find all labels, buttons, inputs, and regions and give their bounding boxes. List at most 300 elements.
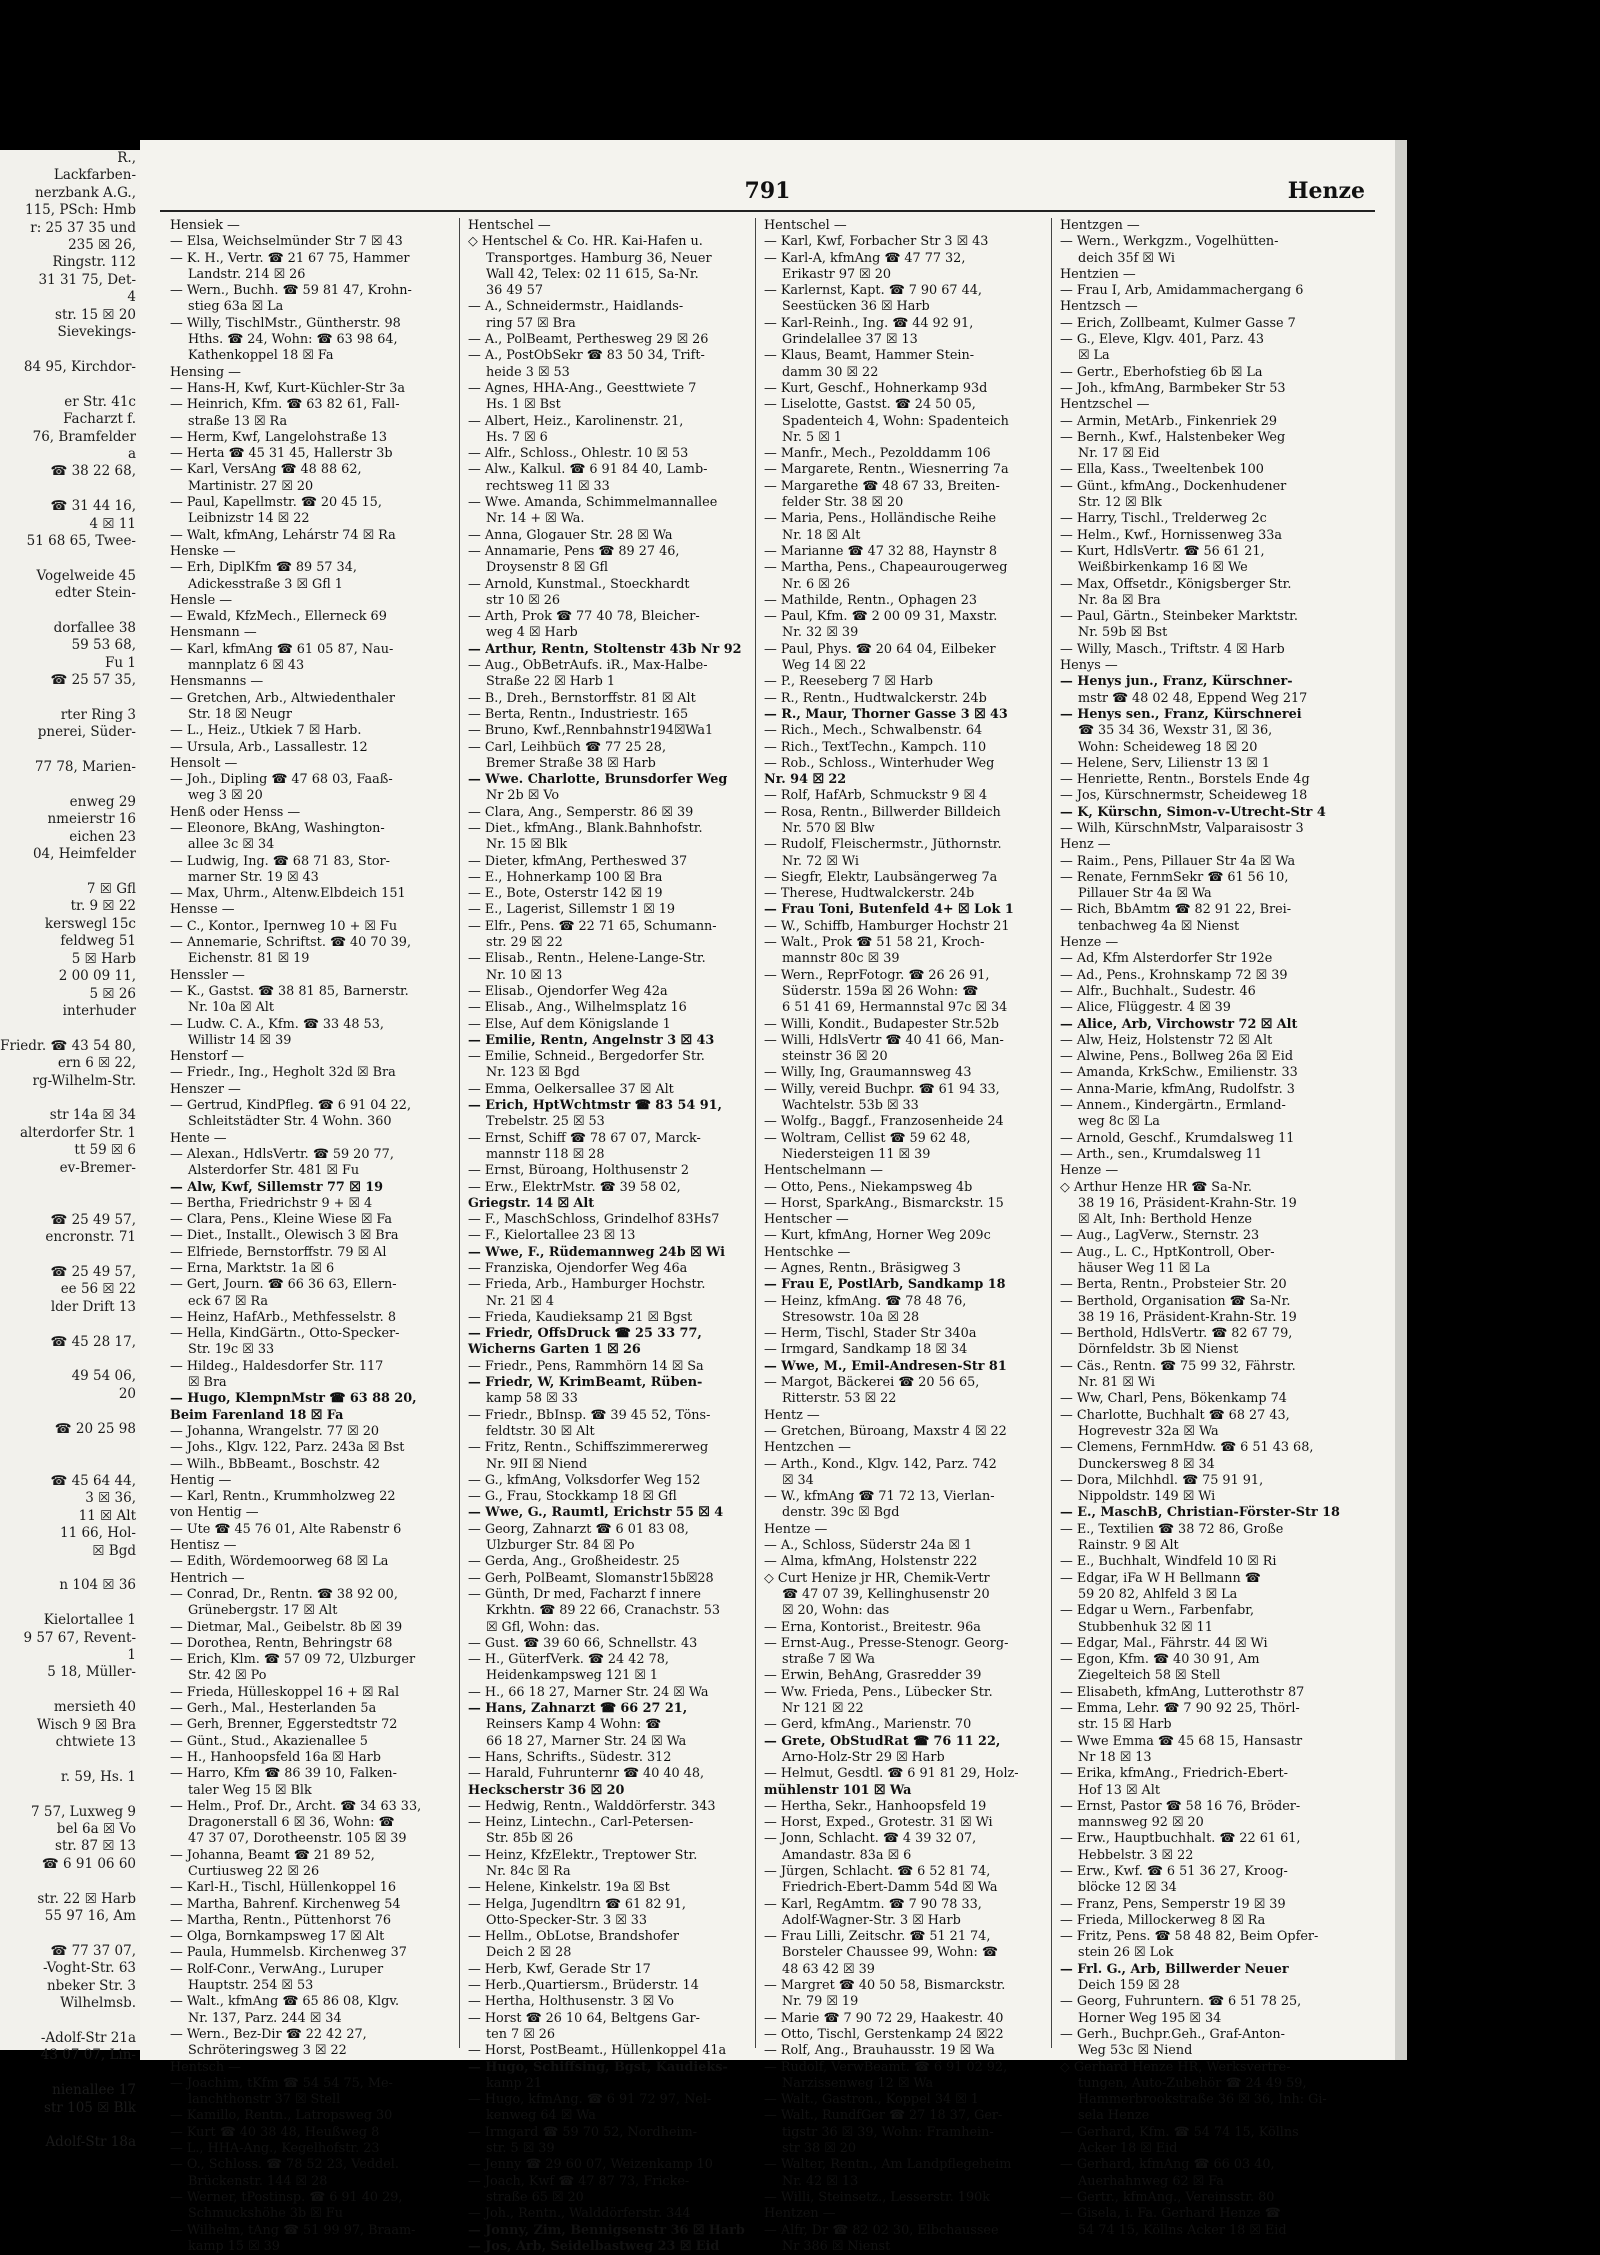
directory-entry: ☒ Alt, Inh: Berthold Henze: [1078, 1212, 1252, 1228]
directory-entry: Hs. 7 ☒ 6: [486, 429, 548, 445]
directory-entry: Hammerbrookstraße 36 ☒ 36, Inh: Gi-: [1078, 2092, 1327, 2108]
directory-entry: — Conrad, Dr., Rentn. ☎ 38 92 00,: [170, 1586, 398, 1602]
directory-entry: — Heinz, HafArb., Methfesselstr. 8: [170, 1309, 396, 1325]
directory-entry: — Alfr., Buchhalt., Sudestr. 46: [1060, 983, 1256, 999]
directory-entry: Nr. 14 + ☒ Wa.: [486, 511, 585, 527]
directory-entry: — Dieter, kfmAng, Pertheswed 37: [468, 853, 688, 869]
directory-entry: Krkhtn. ☎ 89 22 66, Cranachstr. 53: [486, 1603, 720, 1619]
adjacent-page-line: Sievekings-: [57, 324, 136, 341]
directory-entry: — Margarethe ☎ 48 67 33, Breiten-: [764, 478, 1000, 494]
adjacent-page-line: kerswegl 15c: [44, 915, 136, 932]
directory-entry: — Karl, Rentn., Krummholzweg 22: [170, 1489, 396, 1505]
directory-entry: — Maria, Pens., Holländische Reihe: [764, 511, 997, 527]
adjacent-page-line: [0, 341, 140, 358]
adjacent-page-line: 3 ☒ 36,: [85, 1490, 136, 1507]
directory-entry: Horner Weg 195 ☒ 34: [1078, 2010, 1222, 2026]
directory-entry: — Anna, Glogauer Str. 28 ☒ Wa: [468, 527, 673, 543]
adjacent-page-line: [0, 2012, 140, 2029]
directory-entry: Martinistr. 27 ☒ 20: [188, 478, 314, 494]
directory-entry: — Frieda, Hülleskoppel 16 + ☒ Ral: [170, 1684, 400, 1700]
adjacent-page-line: interhuder: [62, 1002, 136, 1019]
directory-entry: — Olga, Bornkampsweg 17 ☒ Alt: [170, 1929, 385, 1945]
directory-entry: — Heinz, Lintechn., Carl-Petersen-: [468, 1815, 694, 1831]
directory-entry: — Alma, kfmAng, Holstenstr 222: [764, 1554, 978, 1570]
directory-entry: — Horst, Exped., Grotestr. 31 ☒ Wi: [764, 1815, 993, 1831]
directory-entry: Nr 121 ☒ 22: [782, 1701, 864, 1717]
adjacent-page-line: rter Ring 3: [60, 707, 136, 723]
directory-entry: — Edgar, iFa W H Bellmann ☎: [1060, 1570, 1261, 1586]
column-divider: [1051, 218, 1052, 2048]
adjacent-page-line: [0, 376, 140, 393]
directory-entry: — Hans, Zahnarzt ☎ 66 27 21,: [468, 1701, 688, 1717]
directory-entry: — Marianne ☎ 47 32 88, Haynstr 8: [764, 543, 997, 559]
directory-entry: — Ewald, KfzMech., Ellerneck 69: [170, 609, 387, 625]
directory-entry: — Elfr., Pens. ☎ 22 71 65, Schumann-: [468, 918, 717, 934]
adjacent-page-line: [0, 1194, 140, 1211]
directory-entry: — Bruno, Kwf.,Rennbahnstr194☒Wa1: [468, 723, 714, 739]
directory-entry: — Wern., Buchh. ☎ 59 81 47, Krohn-: [170, 283, 412, 299]
adjacent-page-line: str 105 ☒ Blk: [44, 2099, 136, 2116]
column-divider: [755, 218, 756, 2048]
directory-entry: stein 26 ☒ Lok: [1078, 1945, 1174, 1961]
directory-entry: — Elisabeth, kfmAng, Lutterothstr 87: [1060, 1684, 1305, 1700]
directory-entry: Friedrich-Ebert-Damm 54d ☒ Wa: [782, 1880, 998, 1896]
directory-entry: Hauptstr. 254 ☒ 53: [188, 1978, 314, 1994]
adjacent-page-line: ☎ 20 25 98: [54, 1420, 136, 1437]
surname-heading: Hentzsch —: [1060, 299, 1138, 315]
directory-entry: — Edgar u Wern., Farbenfabr,: [1060, 1603, 1255, 1619]
adjacent-page-line: [0, 603, 140, 620]
directory-entry: — Horst, SparkAng., Bismarckstr. 15: [764, 1195, 1004, 1211]
directory-entry: — Martha, Pens., Chapeaurougerweg: [764, 560, 1008, 576]
directory-entry: — Marie ☎ 7 90 72 29, Haakestr. 40: [764, 2010, 1004, 2026]
directory-entry: Nr. 18 ☒ Alt: [782, 527, 861, 543]
adjacent-page-line: 5 ☒ 26: [89, 985, 136, 1002]
directory-entry: — Gerhard, Kfm. ☎ 54 74 15, Köllns: [1060, 2124, 1299, 2140]
adjacent-page-line: [0, 1595, 140, 1612]
directory-entry: — Helga, Jugendltrn ☎ 61 82 91,: [468, 1896, 686, 1912]
adjacent-page-line: ☎ 77 37 07,: [50, 1942, 136, 1959]
directory-entry: — Ursula, Arb., Lassallestr. 12: [170, 739, 368, 755]
adjacent-page-line: ☎ 31 44 16,: [50, 498, 136, 515]
directory-entry: — Erich, Zollbeamt, Kulmer Gasse 7: [1060, 315, 1296, 331]
directory-entry: — L., HHA-Ang., Kegelhofstr. 23: [170, 2141, 380, 2157]
directory-entry: Nr. 32 ☒ 39: [782, 625, 859, 641]
adjacent-page-line: [0, 1090, 140, 1107]
directory-entry: Hebbelstr. 3 ☒ 22: [1078, 1847, 1194, 1863]
directory-entry: — Joh., Dipling ☎ 47 68 03, Faaß-: [170, 772, 393, 788]
directory-entry: ☒ La: [1078, 348, 1110, 364]
directory-entry: feldtstr. 30 ☒ Alt: [486, 1423, 595, 1439]
adjacent-page-line: [0, 1247, 140, 1264]
adjacent-page-line: dorfallee 38: [53, 619, 136, 636]
directory-entry: — Johanna, Wrangelstr. 77 ☒ 20: [170, 1423, 379, 1439]
directory-entry: — Margret ☎ 40 50 58, Bismarckstr.: [764, 1978, 1006, 1994]
directory-entry: — Erich, HptWchtmstr ☎ 83 54 91,: [468, 1098, 722, 1114]
directory-entry: weg 4 ☒ Harb: [486, 625, 578, 641]
directory-entry: — Jonn, Schlacht. ☎ 4 39 32 07,: [764, 1831, 977, 1847]
directory-entry: Droysenstr 8 ☒ Gfl: [486, 560, 609, 576]
directory-entry: — Karl-H., Tischl, Hüllenkoppel 16: [170, 1880, 397, 1896]
directory-entry: — Gerda, Ang., Großheidestr. 25: [468, 1554, 680, 1570]
directory-entry: — Rich, BbAmtm ☎ 82 91 22, Brei-: [1060, 902, 1292, 918]
directory-entry: — Mathilde, Rentn., Ophagen 23: [764, 592, 978, 608]
directory-entry: — Jenny ☎ 29 60 07, Weizenkamp 10: [468, 2157, 713, 2173]
directory-entry: — Gerhard, kfmAng ☎ 66 03 40,: [1060, 2157, 1275, 2173]
adjacent-page-line: R.,: [117, 150, 136, 166]
directory-entry: ☎ 35 34 36, Wexstr 31, ☒ 36,: [1078, 723, 1273, 739]
directory-entry: — Aug., ObBetrAufs. iR., Max-Halbe-: [468, 658, 708, 674]
directory-entry: — Albert, Heiz., Karolinenstr. 21,: [468, 413, 684, 429]
adjacent-page-line: [0, 777, 140, 794]
directory-entry: — H., GüterfVerk. ☎ 24 42 78,: [468, 1652, 669, 1668]
adjacent-page-line: nmeierstr 16: [47, 811, 136, 828]
directory-entry: — Joach, Kwf ☎ 47 87 73, Fricke-: [468, 2173, 690, 2189]
directory-entry: Str. 12 ☒ Blk: [1078, 495, 1162, 511]
directory-entry: — Wwe. Amanda, Schimmelmannallee: [468, 495, 718, 511]
surname-heading: von Hentig —: [170, 1505, 259, 1521]
directory-entry: — Günt., kfmAng., Dockenhudener: [1060, 478, 1287, 494]
directory-entry: — Therese, Hudtwalckerstr. 24b: [764, 886, 975, 902]
directory-entry: Pillauer Str 4a ☒ Wa: [1078, 886, 1212, 902]
directory-entry: — Gisela, i. Fa. Gerhard Henze ☎: [1060, 2206, 1281, 2222]
directory-entry: — Rolf-Conr., VerwAng., Luruper: [170, 1961, 384, 1977]
directory-entry: — B., Dreh., Bernstorffstr. 81 ☒ Alt: [468, 690, 696, 706]
directory-entry: — Harry, Tischl., Trelderweg 2c: [1060, 511, 1267, 527]
directory-entry: — Jos, Arb, Seidelbastweg 23 ☒ Eid: [468, 2238, 720, 2254]
directory-entry: — Gertrud, KindPfleg. ☎ 6 91 04 22,: [170, 1098, 412, 1114]
directory-entry: — Emma, Oelkersallee 37 ☒ Alt: [468, 1081, 674, 1097]
directory-entry: ☒ Gfl, Wohn: das.: [486, 1619, 600, 1635]
surname-heading: Henstorf —: [170, 1049, 245, 1065]
directory-entry: mannsweg 92 ☒ 20: [1078, 1815, 1204, 1831]
directory-entry: — Arth., Kond., Klgv. 142, Parz. 742: [764, 1456, 997, 1472]
directory-entry: mstr ☎ 48 02 48, Eppend Weg 217: [1078, 690, 1308, 706]
directory-entry: — Diet., Installt., Olewisch 3 ☒ Bra: [170, 1228, 399, 1244]
column-4: [1060, 218, 1340, 2238]
directory-entry: — G., kfmAng, Volksdorfer Weg 152: [468, 1472, 701, 1488]
adjacent-page-line: 43 07 07, Lin-: [40, 2047, 136, 2064]
adjacent-page-line: [0, 1316, 140, 1333]
directory-entry: — Annemarie, Schriftst. ☎ 40 70 39,: [170, 935, 412, 951]
column-2: [468, 218, 746, 2254]
directory-entry: — Heinrich, Kfm. ☎ 63 82 61, Fall-: [170, 397, 400, 413]
surname-heading: Hente —: [170, 1130, 227, 1146]
directory-entry: — Siegfr, Elektr, Laubsängerweg 7a: [764, 869, 998, 885]
directory-entry: — Rob., Schloss., Winterhuder Weg: [764, 755, 995, 771]
directory-entry: Nr 18 ☒ 13: [1078, 1749, 1152, 1765]
directory-entry: Nr. 79 ☒ 19: [782, 1994, 859, 2010]
directory-entry: Hogrevestr 32a ☒ Wa: [1078, 1423, 1219, 1439]
directory-entry: — Gerh., Mal., Hesterlanden 5a: [170, 1701, 377, 1717]
directory-entry: Schmuckshöhe 3b ☒ Fu: [188, 2206, 343, 2222]
directory-entry: — Alwine, Pens., Bollweg 26a ☒ Eid: [1060, 1049, 1294, 1065]
directory-entry: — E., Lagerist, Sillemstr 1 ☒ 19: [468, 902, 676, 918]
directory-entry: — Erich, Klm. ☎ 57 09 72, Ulzburger: [170, 1652, 416, 1668]
directory-entry: ten 7 ☒ 26: [486, 2026, 556, 2042]
directory-entry: — A., Schneidermstr., Haidlands-: [468, 299, 684, 315]
directory-entry: str 10 ☒ 26: [486, 592, 561, 608]
directory-entry: — Irmgard, Sandkamp 18 ☒ 34: [764, 1342, 968, 1358]
directory-entry: — Rosa, Rentn., Billwerder Billdeich: [764, 804, 1001, 820]
surname-heading: Hentschelmann —: [764, 1163, 883, 1179]
adjacent-page-line: ☎ 25 49 57,: [50, 1211, 136, 1228]
directory-entry: — Else, Auf dem Königslande 1: [468, 1016, 671, 1032]
adjacent-page-line: 20: [118, 1385, 136, 1402]
directory-entry: — Amanda, KrkSchw., Emilienstr. 33: [1060, 1065, 1298, 1081]
directory-entry: — Wwe Emma ☎ 45 68 15, Hansastr: [1060, 1733, 1303, 1749]
directory-entry: — Horst ☎ 26 10 64, Beltgens Gar-: [468, 2010, 700, 2026]
directory-entry: kamp 21: [486, 2075, 543, 2091]
directory-entry: — Emilie, Schneid., Bergedorfer Str.: [468, 1049, 705, 1065]
adjacent-page-line: bel 6a ☒ Vo: [56, 1821, 136, 1837]
directory-entry: Nr. 5 ☒ 1: [782, 429, 842, 445]
directory-entry: Narzissenweg 12 ☒ Wa: [782, 2075, 934, 2091]
directory-entry: — Klaus, Beamt, Hammer Stein-: [764, 348, 975, 364]
directory-entry: — Rudolf, Fleischermstr., Jüthornstr.: [764, 837, 1002, 853]
adjacent-page-line: er Str. 41c: [64, 393, 136, 410]
directory-entry: Nr. 21 ☒ 4: [486, 1293, 555, 1309]
directory-entry: — Franziska, Ojendorfer Weg 46a: [468, 1261, 688, 1276]
directory-entry: — A., Schloss, Süderstr 24a ☒ 1: [764, 1538, 972, 1554]
directory-entry: — Rich., Mech., Schwalbenstr. 64: [764, 723, 983, 739]
directory-entry: — Raim., Pens, Pillauer Str 4a ☒ Wa: [1060, 853, 1296, 869]
adjacent-page-line: str. 22 ☒ Harb: [37, 1890, 136, 1907]
directory-entry: — R., Rentn., Hudtwalckerstr. 24b: [764, 690, 987, 706]
directory-entry: — Gerh., Buchpr.Geh., Graf-Anton-: [1060, 2026, 1285, 2042]
directory-entry: Auerhahnweg 62 ☒ Fa: [1078, 2173, 1224, 2189]
directory-entry: — Renate, FernmSekr ☎ 61 56 10,: [1060, 869, 1289, 885]
adjacent-page-line: a: [127, 445, 136, 462]
adjacent-page-line: [0, 550, 140, 567]
directory-entry: — Annem., Kindergärtn., Ermland-: [1060, 1098, 1286, 1114]
directory-entry: — Ludw. C. A., Kfm. ☎ 33 48 53,: [170, 1016, 384, 1032]
directory-entry: — Gretchen, Büroang, Maxstr 4 ☒ 22: [764, 1423, 1007, 1439]
directory-entry: Weg 14 ☒ 22: [782, 658, 867, 674]
directory-entry: — Karlernst, Kapt. ☎ 7 90 67 44,: [764, 283, 982, 299]
directory-entry: — Berta, Rentn., Probsteier Str. 20: [1060, 1277, 1287, 1293]
surname-heading: Hensle —: [170, 592, 233, 608]
directory-entry: — Willy, Ing, Graumannsweg 43: [764, 1065, 972, 1081]
directory-entry: — Frl. G., Arb, Billwerder Neuer: [1060, 1961, 1289, 1977]
directory-entry: str. 15 ☒ Harb: [1078, 1717, 1172, 1733]
directory-entry: — Ernst, Schiff ☎ 78 67 07, Marck-: [468, 1130, 701, 1146]
surname-heading: Hensmann —: [170, 625, 257, 641]
directory-entry: — Wern., Werkgzm., Vogelhütten-: [1060, 234, 1279, 250]
directory-entry: — Agnes, Rentn., Bräsigweg 3: [764, 1261, 961, 1276]
adjacent-page-line: Wisch 9 ☒ Bra: [36, 1716, 136, 1733]
directory-entry: — Berta, Rentn., Industriestr. 165: [468, 706, 689, 722]
directory-entry: — W., kfmAng ☎ 71 72 13, Vierlan-: [764, 1489, 995, 1505]
directory-entry: — Cäs., Rentn. ☎ 75 99 32, Fährstr.: [1060, 1358, 1296, 1374]
directory-entry: Ritterstr. 53 ☒ 22: [782, 1391, 897, 1407]
adjacent-page-line: 4: [127, 289, 136, 306]
directory-entry: Nr. 17 ☒ Eid: [1078, 446, 1160, 462]
directory-entry: — Martha, Rentn., Püttenhorst 76: [170, 1912, 391, 1928]
directory-entry: — Wilh., BbBeamt., Boschstr. 42: [170, 1456, 381, 1472]
directory-entry: — Paul, Phys. ☎ 20 64 04, Eilbeker: [764, 641, 996, 657]
directory-entry: — Herta ☎ 45 31 45, Hallerstr 3b: [170, 446, 393, 462]
directory-entry: — Paul, Kapellmstr. ☎ 20 45 15,: [170, 495, 382, 511]
directory-entry: — Georg, Fuhruntern. ☎ 6 51 78 25,: [1060, 1994, 1302, 2010]
directory-entry: — L., Heiz., Utkiek 7 ☒ Harb.: [170, 723, 362, 739]
adjacent-page-line: Kielortallee 1: [43, 1612, 136, 1629]
directory-entry: Rainstr. 9 ☒ Alt: [1078, 1538, 1179, 1554]
directory-entry: Niedersteigen 11 ☒ 39: [782, 1146, 931, 1162]
directory-entry: — Herm, Tischl, Stader Str 340a: [764, 1326, 977, 1342]
adjacent-page-line: [0, 1351, 140, 1368]
page-number: 791: [744, 178, 791, 204]
directory-entry: 47 37 07, Dorotheenstr. 105 ☒ 39: [188, 1831, 407, 1847]
directory-entry: — Wern., ReprFotogr. ☎ 26 26 91,: [764, 967, 990, 983]
directory-entry: — Gerd, kfmAng., Marienstr. 70: [764, 1717, 972, 1733]
directory-entry: — Max, Offsetdr., Königsberger Str.: [1060, 576, 1292, 592]
directory-entry: — Fritz, Pens. ☎ 58 48 82, Beim Opfer-: [1060, 1929, 1319, 1945]
adjacent-page-line: 5 18, Müller-: [47, 1664, 136, 1681]
directory-entry: — H., Hanhoopsfeld 16a ☒ Harb: [170, 1749, 381, 1765]
adjacent-page-line: [0, 1177, 140, 1194]
directory-entry: — Elisab., Ojendorfer Weg 42a: [468, 983, 668, 999]
adjacent-page-line: ☒ Bgd: [92, 1542, 136, 1559]
directory-entry: — O., Schloss. ☎ 78 52 23, Veddel.: [170, 2157, 399, 2173]
directory-entry: — Alfr, Dr ☎ 82 02 30, Elbchaussee: [764, 2222, 999, 2238]
directory-entry: — Bertha, Friedrichstr 9 + ☒ 4: [170, 1195, 373, 1211]
adjacent-page-line: [0, 1560, 140, 1577]
directory-entry: — Ww. Frieda, Pens., Lübecker Str.: [764, 1684, 993, 1700]
directory-entry: Nr. 10a ☒ Alt: [188, 1000, 275, 1016]
directory-entry: — Hertha, Sekr., Hanhoopsfeld 19: [764, 1798, 987, 1814]
directory-entry: — Kurt ☎ 40 38 48, Heußweg 8: [170, 2124, 380, 2140]
directory-entry: — Alw, Kwf, Sillemstr 77 ☒ 19: [170, 1179, 384, 1195]
directory-entry: — A., PostObSekr ☎ 83 50 34, Trift-: [468, 348, 705, 364]
directory-entry: — Wilh, KürschnMstr, Valparaisostr 3: [1060, 820, 1304, 836]
directory-entry: — Elsa, Weichselmünder Str 7 ☒ 43: [170, 234, 403, 250]
directory-entry: — Alice, Flüggestr. 4 ☒ 39: [1060, 1000, 1231, 1016]
directory-entry: — Rolf, Ang., Brauhausstr. 19 ☒ Wa: [764, 2043, 995, 2059]
adjacent-page-line: str. 15 ☒ 20: [55, 306, 136, 323]
directory-entry: — Otto, Pens., Niekampsweg 4b: [764, 1179, 973, 1195]
directory-entry: — Wilhelm, tAng ☎ 51 99 97, Braam-: [170, 2222, 416, 2238]
directory-entry: mannstr 80c ☒ 39: [782, 951, 900, 967]
directory-entry: Wicherns Garten 1 ☒ 26: [468, 1342, 641, 1358]
surname-heading: Henß oder Henss —: [170, 804, 301, 820]
directory-entry: Hths. ☎ 24, Wohn: ☎ 63 98 64,: [188, 332, 398, 348]
directory-entry: — K, Kürschn, Simon-v-Utrecht-Str 4: [1060, 804, 1326, 820]
directory-entry: — Frau E, PostlArb, Sandkamp 18: [764, 1277, 1006, 1293]
directory-entry: — Emilie, Rentn, Angelnstr 3 ☒ 43: [468, 1032, 715, 1048]
directory-entry: Deich 159 ☒ 28: [1078, 1978, 1180, 1994]
directory-entry: — Erw., Hauptbuchhalt. ☎ 22 61 61,: [1060, 1831, 1301, 1847]
adjacent-page-line: nerzbank A.G.,: [34, 184, 136, 201]
directory-entry: — Agnes, HHA-Ang., Geesttwiete 7: [468, 380, 697, 396]
directory-entry: Nr. 59b ☒ Bst: [1078, 625, 1168, 641]
directory-entry: — Friedr., Pens, Rammhörn 14 ☒ Sa: [468, 1358, 704, 1374]
directory-entry: — Diet., kfmAng., Blank.Bahnhofstr.: [468, 820, 703, 836]
page-edge: [1395, 140, 1407, 2060]
directory-entry: — Emma, Lehr. ☎ 7 90 92 25, Thörl-: [1060, 1701, 1300, 1717]
adjacent-page-line: Fu 1: [105, 654, 136, 671]
directory-entry: — Fritz, Rentn., Schiffszimmererweg: [468, 1440, 709, 1456]
directory-entry: — Liselotte, Gastst. ☎ 24 50 05,: [764, 397, 976, 413]
surname-heading: Hensiek —: [170, 218, 240, 233]
directory-entry: — Ludwig, Ing. ☎ 68 71 83, Stor-: [170, 853, 390, 869]
directory-entry: heide 3 ☒ 53: [486, 364, 570, 380]
directory-entry: — Elfriede, Bernstorffstr. 79 ☒ Al: [170, 1244, 387, 1260]
directory-entry: — Harro, Kfm ☎ 86 39 10, Falken-: [170, 1766, 397, 1782]
directory-entry: Nr. 94 ☒ 22: [764, 772, 847, 788]
adjacent-page-line: rg-Wilhelm-Str.: [32, 1072, 136, 1089]
directory-entry: Süderstr. 159a ☒ 26 Wohn: ☎: [782, 983, 979, 999]
directory-entry: — F., MaschSchloss, Grindelhof 83Hs7: [468, 1212, 720, 1228]
directory-entry: — E., Textilien ☎ 38 72 86, Große: [1060, 1521, 1284, 1537]
directory-entry: — Grete, ObStudRat ☎ 76 11 22,: [764, 1733, 1001, 1749]
directory-entry: Landstr. 214 ☒ 26: [188, 266, 306, 282]
directory-entry: — Arnold, Kunstmal., Stoeckhardt: [468, 576, 690, 592]
surname-heading: Hentzchen —: [764, 1440, 851, 1456]
adjacent-page-line: 51 68 65, Twee-: [26, 532, 136, 549]
directory-entry: blöcke 12 ☒ 34: [1078, 1880, 1177, 1896]
directory-entry: Stresowstr. 10a ☒ 28: [782, 1309, 920, 1325]
directory-entry: — K., Gastst. ☎ 38 81 85, Barnerstr.: [170, 983, 409, 999]
adjacent-page-line: [0, 2117, 140, 2134]
directory-entry: Curtiusweg 22 ☒ 26: [188, 1863, 320, 1879]
directory-entry: — Frieda, Kaudieksamp 21 ☒ Bgst: [468, 1309, 693, 1325]
directory-entry: — Erna, Kontorist., Breitestr. 96a: [764, 1619, 981, 1635]
directory-entry: Nr. 72 ☒ Wi: [782, 853, 859, 869]
surname-heading: Hentzien —: [1060, 266, 1136, 282]
directory-entry: Dörnfeldstr. 3b ☒ Nienst: [1078, 1342, 1239, 1358]
directory-entry: — Werner, tPostinsp. ☎ 6 91 40 29,: [170, 2189, 403, 2205]
directory-entry: Str. 85b ☒ 26: [486, 1831, 574, 1847]
adjacent-page-line: [0, 1682, 140, 1699]
directory-entry: — Friedr, OffsDruck ☎ 25 33 77,: [468, 1326, 702, 1342]
directory-entry: straße 65 ☒ 20: [486, 2189, 584, 2205]
directory-entry: — Alw., Kalkul. ☎ 6 91 84 40, Lamb-: [468, 462, 708, 478]
surname-heading: Henys —: [1060, 658, 1118, 674]
directory-entry: — Ernst, Büroang, Holthusenstr 2: [468, 1163, 690, 1179]
directory-entry: — Kamillo, Rentn., Latropsweg 30: [170, 2108, 393, 2124]
directory-entry: Nr. 9II ☒ Niend: [486, 1456, 588, 1472]
directory-entry: steinstr 36 ☒ 20: [782, 1049, 888, 1065]
adjacent-page-line: encronstr. 71: [45, 1229, 136, 1246]
directory-entry: stieg 63a ☒ La: [188, 299, 284, 315]
directory-entry: Hs. 1 ☒ Bst: [486, 397, 561, 413]
directory-entry: — Berthold, Organisation ☎ Sa-Nr.: [1060, 1293, 1291, 1309]
directory-entry: — Rich., TextTechn., Kampch. 110: [764, 739, 987, 755]
adjacent-page-line: 55 97 16, Am: [44, 1908, 136, 1925]
adjacent-page-line: 235 ☒ 26,: [68, 237, 136, 254]
directory-entry: — Gerh, Brenner, Eggerstedtstr 72: [170, 1717, 398, 1733]
surname-heading: Hentzschel —: [1060, 397, 1150, 413]
directory-entry: — Kurt, Geschf., Hohnerkamp 93d: [764, 380, 988, 396]
adjacent-page-line: 11 ☒ Alt: [78, 1507, 136, 1524]
adjacent-page-line: n 104 ☒ 36: [59, 1577, 136, 1594]
directory-entry: Erikastr 97 ☒ 20: [782, 266, 892, 282]
surname-heading: Hentzen —: [764, 2206, 836, 2222]
directory-entry: Nr. 84c ☒ Ra: [486, 1863, 571, 1879]
adjacent-page-line: -Voght-Str. 63: [43, 1960, 136, 1977]
directory-entry: Arno-Holz-Str 29 ☒ Harb: [782, 1749, 945, 1765]
adjacent-page-line: tt 59 ☒ 6: [74, 1142, 136, 1159]
directory-entry: — Walt., Gastron., Koppel 34 ☒ 1: [764, 2092, 979, 2108]
directory-entry: — Walt, kfmAng, Lehárstr 74 ☒ Ra: [170, 527, 396, 543]
directory-entry: marner Str. 19 ☒ 43: [188, 869, 319, 885]
adjacent-page-line: pnerei, Süder-: [37, 724, 136, 741]
surname-heading: Hentsch —: [170, 2059, 241, 2075]
directory-entry: — Karl, Kwf, Forbacher Str 3 ☒ 43: [764, 234, 989, 250]
directory-entry: — Martha, Bahrenf. Kirchenweg 54: [170, 1896, 401, 1912]
directory-entry: — Ernst, Pastor ☎ 58 16 76, Bröder-: [1060, 1798, 1301, 1814]
